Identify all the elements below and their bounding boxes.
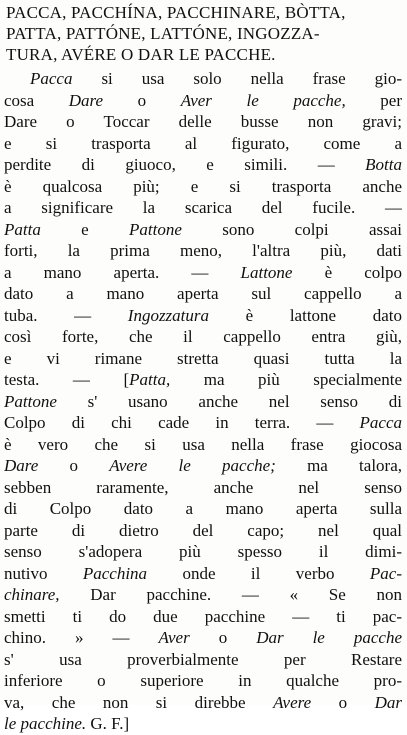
text-run: nutivo <box>4 563 83 583</box>
text-run: s' usano anche nel senso di <box>56 391 402 411</box>
italic-term: Dar <box>374 692 402 712</box>
text-run: dato a mano aperta sul cappello a <box>4 284 402 303</box>
text-line <box>4 176 402 198</box>
italic-term: Patta, <box>129 370 171 389</box>
text-run: ma talora, <box>275 456 402 475</box>
text-line <box>4 606 402 628</box>
text-line <box>4 434 402 456</box>
italic-term: chinare, <box>4 585 60 604</box>
italic-term: Aver le pacche, <box>180 90 346 110</box>
text-line <box>4 133 402 155</box>
text-run: o <box>103 90 181 110</box>
italic-term: Avere <box>273 692 312 712</box>
text-run: tuba. — <box>4 305 128 325</box>
text-line <box>4 692 402 714</box>
text-run: Dar pacchine. — « Se non <box>59 585 402 604</box>
text-run: e si trasporta al figurato, come a <box>4 133 402 153</box>
text-run: chino. » — <box>4 628 159 647</box>
italic-term: Ingozzatura <box>127 305 210 325</box>
text-run: a significare la scarica del fucile. — <box>4 198 402 217</box>
italic-term: Lattone <box>240 262 293 282</box>
text-run: sebben raramente, anche nel senso <box>4 477 402 497</box>
text-run: è vero che si usa nella frase giocosa <box>4 434 402 454</box>
text-line <box>4 68 402 90</box>
italic-term: Pattone <box>129 219 182 239</box>
italic-term: Pacca <box>359 413 402 432</box>
text-run: sono colpi assai <box>181 219 402 239</box>
entry-body <box>4 68 402 735</box>
text-line <box>4 563 402 585</box>
text-run: o <box>311 692 375 712</box>
heading-line: TURA, AVÉRE O DAR LE PACCHE. <box>6 45 276 64</box>
italic-term: Dar le pacche <box>256 628 402 647</box>
italic-term: Pac- <box>369 563 402 583</box>
text-run: senso s'adopera più spesso il dimi- <box>4 542 402 561</box>
text-line <box>4 326 402 348</box>
text-run: perdite di giuoco, e simili. — <box>4 155 366 174</box>
text-run: o <box>189 628 257 647</box>
text-run: è qualcosa più; e si trasporta anche <box>4 176 402 196</box>
text-line <box>4 197 402 219</box>
text-run: forti, la prima meno, l'altra più, dati <box>4 241 402 260</box>
text-run: testa. — [ <box>4 370 130 389</box>
text-line <box>4 262 402 284</box>
text-line <box>4 477 402 499</box>
text-line <box>4 520 402 542</box>
italic-term: Pacca <box>30 69 73 88</box>
italic-term: Botta <box>365 155 402 174</box>
text-line <box>4 305 402 327</box>
text-run: G. F.] <box>86 714 130 733</box>
text-run: ma più specialmente <box>170 370 402 389</box>
text-line <box>4 90 402 112</box>
text-run: cosa <box>4 90 69 110</box>
text-run: Colpo di chi cade in terra. — <box>4 413 360 432</box>
italic-term: Dare <box>4 456 39 475</box>
text-line <box>4 154 402 176</box>
text-line <box>4 627 402 649</box>
text-line <box>4 412 402 434</box>
text-run: s' usa proverbialmente per Restare <box>4 649 402 669</box>
text-run: è lattone dato <box>209 305 402 325</box>
text-run: o <box>38 456 110 475</box>
entry-heading <box>6 2 402 65</box>
text-line <box>4 111 402 133</box>
text-line <box>4 369 402 391</box>
text-run: parte di dietro del capo; nel qual <box>4 520 402 540</box>
text-line <box>4 498 402 520</box>
text-line <box>4 713 402 735</box>
text-line <box>4 240 402 262</box>
text-run: e vi rimane stretta quasi tutta la <box>4 348 402 368</box>
text-run: si usa solo nella frase gio- <box>72 69 402 88</box>
text-run: è colpo <box>292 262 402 282</box>
italic-term: Avere le pacche; <box>109 456 276 475</box>
text-run: così forte, che il cappello entra giù, <box>4 327 402 346</box>
text-run: onde il verbo <box>147 563 370 583</box>
text-run: Dare o Toccar delle busse non gravi; <box>4 112 402 131</box>
text-line <box>4 455 402 477</box>
heading-line: PATTA, PATTÓNE, LATTÓNE, INGOZZA- <box>6 24 320 43</box>
text-run: e <box>40 219 130 239</box>
text-line <box>4 219 402 241</box>
italic-term: Aver <box>158 628 190 647</box>
text-run: inferiore o superiore in qualche pro- <box>4 671 402 690</box>
text-run: a mano aperta. — <box>4 262 241 282</box>
heading-line: PACCA, PACCHÍNA, PACCHINARE, BÒTTA, <box>6 3 346 22</box>
text-line <box>4 541 402 563</box>
text-run: smetti ti do due pacchine — ti pac- <box>4 606 402 626</box>
text-run: di Colpo dato a mano aperta sulla <box>4 499 402 518</box>
text-line <box>4 348 402 370</box>
text-line <box>4 283 402 305</box>
text-line <box>4 584 402 606</box>
text-line <box>4 670 402 692</box>
italic-term: Pattone <box>4 391 57 411</box>
italic-term: Pacchina <box>82 563 148 583</box>
text-line <box>4 649 402 671</box>
italic-term: Patta <box>4 219 41 239</box>
italic-term: le pacchine. <box>4 714 87 733</box>
text-run: per <box>345 90 402 110</box>
text-line <box>4 391 402 413</box>
text-run: va, che non si direbbe <box>4 692 274 712</box>
italic-term: Dare <box>68 90 104 110</box>
